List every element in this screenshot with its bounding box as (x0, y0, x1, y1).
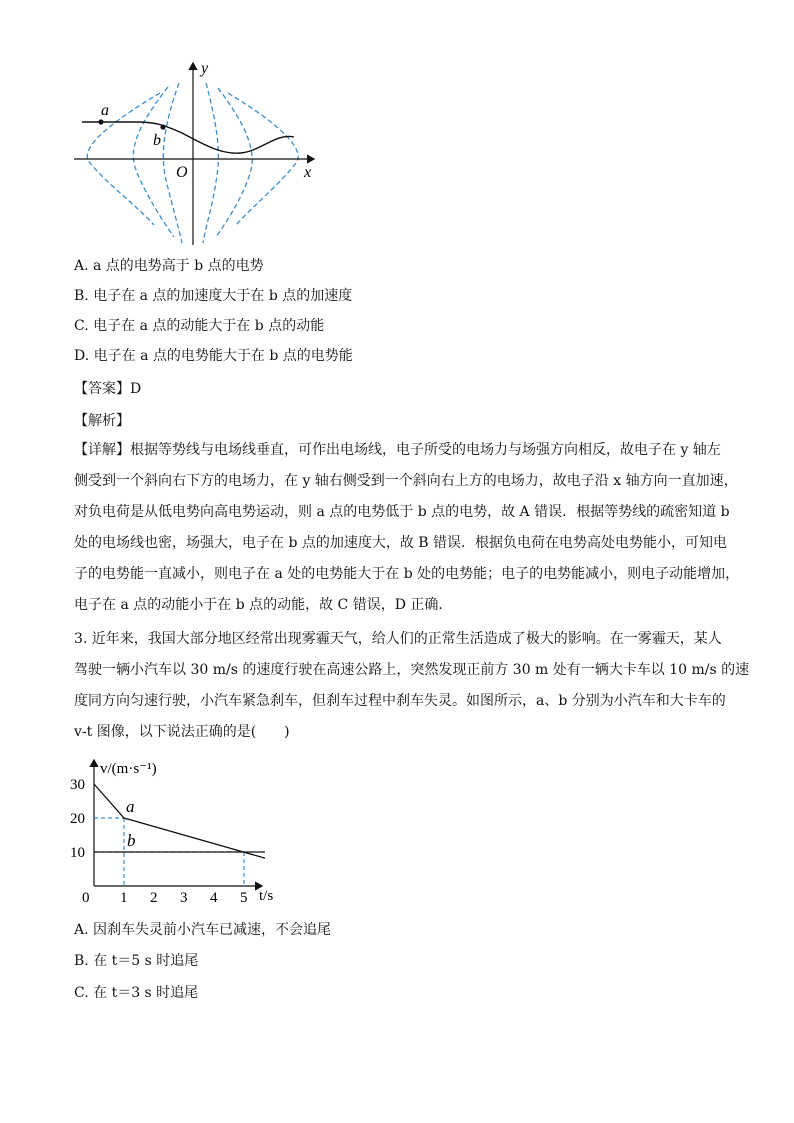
option-q2-b: B. 电子在 a 点的加速度大于在 b 点的加速度 (74, 288, 353, 304)
equipotential-figure (66, 55, 326, 250)
series-label-b: b (127, 831, 136, 850)
label-y: y (201, 60, 209, 77)
x-tick-label: 3 (180, 890, 188, 906)
question3-line: v-t 图像，以下说法正确的是( ) (74, 724, 290, 740)
label-origin: O (176, 164, 188, 181)
series-line-a (94, 784, 265, 858)
option-q3-a: A. 因刹车失灵前小汽车已减速，不会追尾 (74, 922, 332, 938)
chart-y-label: v/(m·s⁻¹) (100, 761, 157, 777)
equipotential-line (133, 87, 174, 237)
option-q2-a: A. a 点的电势高于 b 点的电势 (74, 258, 264, 274)
detail-line: 电子在 a 点的动能小于在 b 点的动能，故 C 错误，D 正确． (74, 597, 453, 613)
y-tick-label: 30 (70, 777, 85, 793)
electron-path (82, 122, 294, 153)
x-tick-label: 5 (240, 890, 248, 906)
question3-line: 3. 近年来，我国大部分地区经常出现雾霾天气，给人们的正常生活造成了极大的影响。在一雾霾天，某人 (74, 631, 722, 647)
point-b (160, 124, 165, 129)
x-tick-label: 1 (120, 890, 128, 906)
equipotential-line (216, 88, 252, 237)
question3-line: 度同方向匀速行驶，小汽车紧急刹车，但刹车过程中刹车失灵。如图所示，a、b 分别为小汽车和大卡车的 (74, 693, 726, 709)
question3-line: 驾驶一辆小汽车以 30 m/s 的速度行驶在高速公路上，突然发现正前方 30 m 处有一辆大卡车以 10 m/s 的速 (74, 662, 750, 678)
chart-x-label: t/s (259, 888, 274, 904)
detail-line: 处的电场线也密，场强大，电子在 b 点的加速度大，故 B 错误．根据负电荷在电势高处电势能小，可知电 (74, 535, 728, 551)
y-tick-label: 10 (70, 845, 85, 861)
vt-chart (66, 752, 286, 907)
equipotential-line (203, 83, 218, 243)
label-a: a (101, 102, 109, 119)
y-tick-label: 20 (70, 811, 85, 827)
detail-line: 对负电荷是从低电势向高电势运动，则 a 点的电势低于 b 点的电势，故 A 错误．根据等势线的疏密知道 b (74, 504, 730, 520)
option-q2-d: D. 电子在 a 点的电势能大于在 b 点的电势能 (74, 348, 353, 364)
answer-label: 【答案】D (74, 381, 142, 397)
label-x: x (304, 164, 312, 181)
x-tick-label: 2 (150, 890, 158, 906)
x-tick-label: 4 (210, 890, 218, 906)
equipotential-line (163, 83, 182, 243)
option-q3-c: C. 在 t＝3 s 时追尾 (74, 985, 199, 1001)
detail-line: 【详解】根据等势线与电场线垂直，可作出电场线，电子所受的电场力与场强方向相反，故电子在 y 轴左 (74, 442, 721, 458)
option-q2-c: C. 电子在 a 点的动能大于在 b 点的动能 (74, 318, 325, 334)
point-a (98, 119, 103, 124)
detail-line: 子的电势能一直减小，则电子在 a 处的电势能大于在 b 处的电势能；电子的电势能减小，则电子动能增加， (74, 566, 740, 582)
label-b: b (153, 132, 161, 149)
x-tick-label: 0 (82, 890, 90, 906)
series-label-a: a (126, 797, 135, 816)
option-q3-b: B. 在 t＝5 s 时追尾 (74, 953, 199, 969)
analysis-title: 【解析】 (74, 413, 130, 429)
detail-line: 侧受到一个斜向右下方的电场力，在 y 轴右侧受到一个斜向右上方的电场力，故电子沿 x 轴方向一直加速， (74, 473, 738, 489)
